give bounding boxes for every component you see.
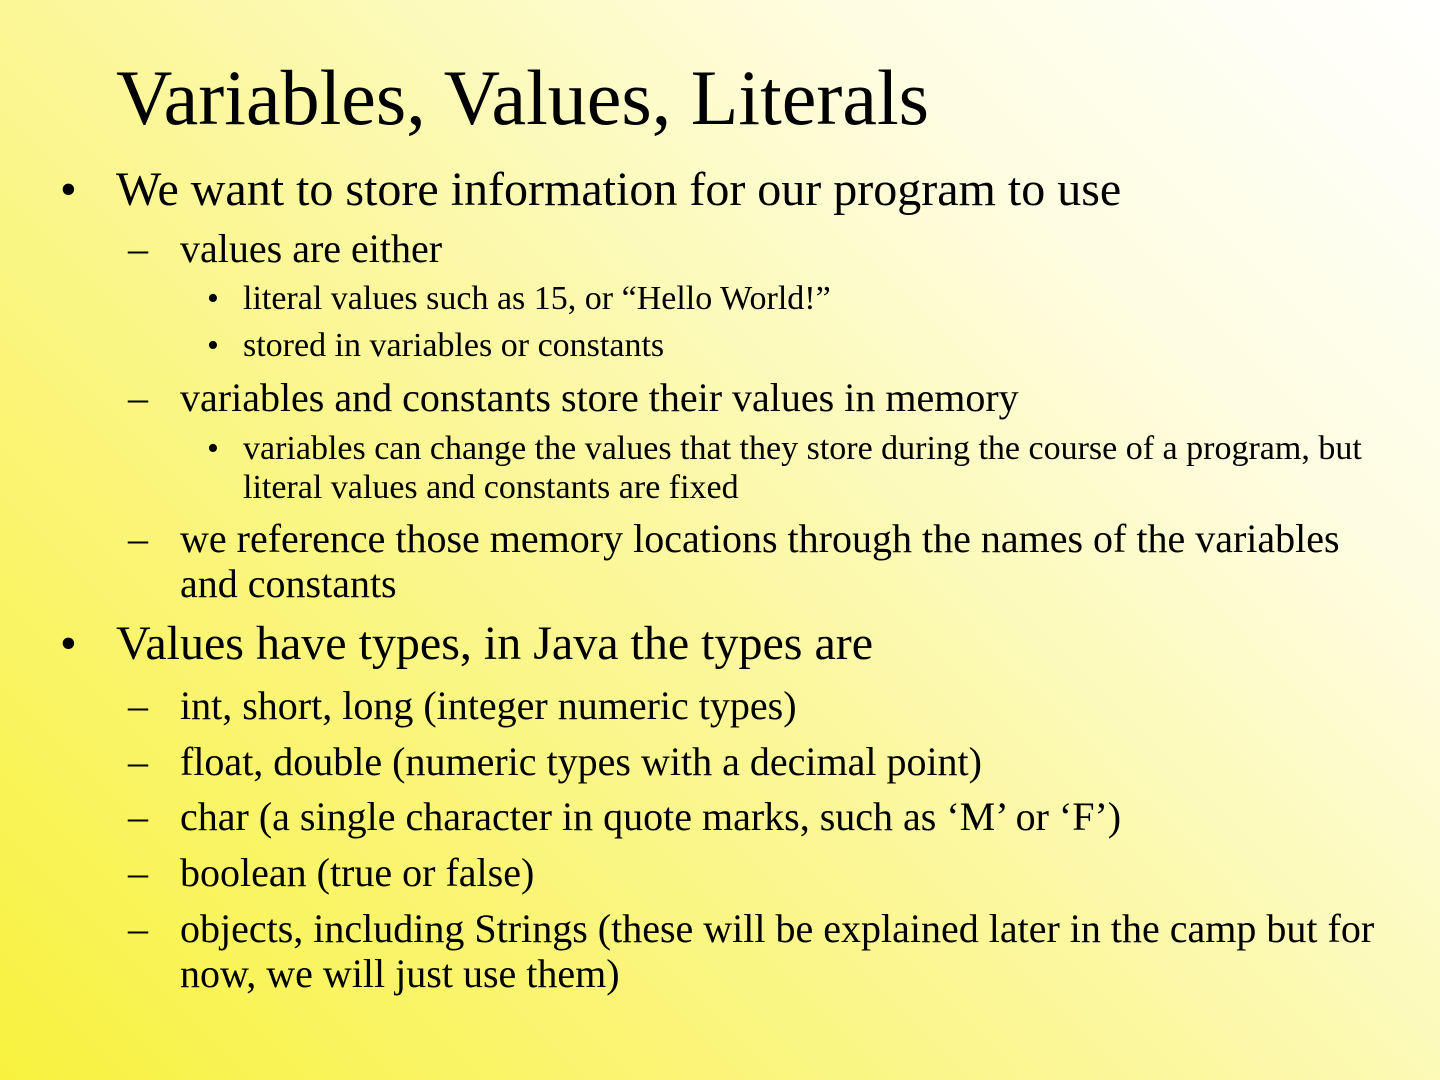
bullet-text: values are either [180, 226, 443, 271]
sub-bullet-char-type [128, 794, 1380, 839]
dash-marker: – [128, 375, 148, 420]
bullet-text: we reference those memory locations through the names of the variables and constants [180, 516, 1340, 606]
bullet-text: stored in variables or constants [243, 327, 665, 364]
dash-marker: – [128, 226, 148, 271]
bullet-text: objects, including Strings (these will be explained later in the camp but for now, we will just use them) [180, 906, 1375, 996]
sub-bullet-integer-types [128, 683, 1380, 728]
bullet-marker: • [60, 163, 77, 216]
sub-sub-bullet-literal-values [207, 279, 1373, 318]
sub-bullet-boolean-type [128, 850, 1380, 895]
bullet-text: int, short, long (integer numeric types) [180, 683, 797, 728]
bullet-text: float, double (numeric types with a decimal point) [180, 739, 982, 784]
bullet-text: We want to store information for our program to use [116, 163, 1122, 216]
bullet-text: boolean (true or false) [180, 850, 535, 895]
dash-marker: – [128, 850, 148, 895]
bullet-store-information [60, 163, 1416, 216]
bullet-text: literal values such as 15, or “Hello World!” [243, 280, 831, 317]
dash-marker: – [128, 906, 148, 951]
bullet-text: variables can change the values that they store during the course of a program, but literal values and constants are fixed [243, 430, 1362, 506]
bullet-text: char (a single character in quote marks, such as ‘M’ or ‘F’) [180, 794, 1122, 839]
bullet-marker: • [207, 280, 219, 317]
bullet-marker: • [207, 327, 219, 364]
bullet-marker: • [60, 617, 77, 670]
bullet-text: variables and constants store their values in memory [180, 375, 1019, 420]
sub-sub-bullet-stored-in-variables [207, 326, 1373, 365]
dash-marker: – [128, 739, 148, 784]
sub-bullet-values-either [128, 226, 1380, 271]
sub-bullet-decimal-types [128, 739, 1380, 784]
sub-bullet-store-in-memory [128, 375, 1380, 420]
slide-title: Variables, Values, Literals [116, 54, 929, 141]
dash-marker: – [128, 794, 148, 839]
bullet-text: Values have types, in Java the types are [116, 617, 874, 670]
sub-bullet-objects-strings [128, 906, 1380, 996]
sub-sub-bullet-variables-change [207, 429, 1373, 507]
bullet-values-have-types [60, 617, 1416, 670]
bullet-marker: • [207, 430, 219, 467]
dash-marker: – [128, 516, 148, 561]
dash-marker: – [128, 683, 148, 728]
sub-bullet-reference-memory [128, 516, 1380, 606]
